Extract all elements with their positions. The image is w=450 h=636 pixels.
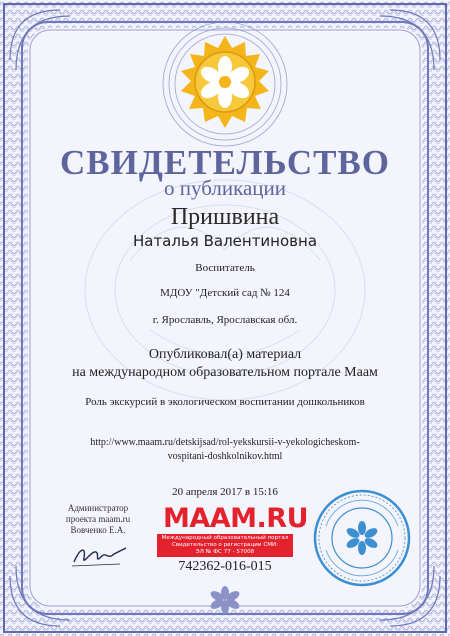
recipient-organization: МДОУ "Детский сад № 124	[160, 287, 290, 299]
recipient-surname: Пришвина	[170, 204, 280, 230]
certificate-title: СВИДЕТЕЛЬСТВО	[59, 143, 391, 182]
logo-registration-band	[157, 534, 293, 557]
publication-date: 20 апреля 2017 в 15:16	[172, 486, 278, 498]
recipient-position: Воспитатель	[195, 262, 255, 274]
logo-line-1: Международный образовательный портал	[161, 535, 289, 541]
recipient-given-names: Наталья Валентиновна	[132, 232, 318, 250]
material-url-line-1: http://www.maam.ru/detskijsad/rol-yekskursii-v-yekologicheskom-	[90, 437, 360, 448]
logo-name: MAAM.RU	[163, 503, 308, 534]
maam-logo	[157, 503, 308, 557]
material-title: Роль экскурсий в экологическом воспитании дошкольников	[85, 396, 365, 408]
published-line-2: на международном образовательном портале Маам	[72, 365, 378, 380]
gold-medal-icon	[175, 36, 275, 136]
bottom-flower-icon	[205, 585, 245, 615]
logo-line-3: ЭЛ № ФС 77 - 57008	[195, 549, 255, 555]
certificate-subtitle: о публикации	[163, 176, 286, 200]
logo-line-2: Свидетельство о регистрации СМИ:	[171, 542, 279, 548]
published-line-1: Опубликовал(а) материал	[148, 347, 302, 362]
admin-title: Администратор	[67, 503, 129, 513]
certificate-number: 742362-016-015	[178, 559, 272, 574]
material-url-line-2: vospitani-doshkolnikov.html	[167, 451, 283, 462]
admin-project: проекта maam.ru	[65, 514, 131, 524]
recipient-city: г. Ярославль, Ярославская обл.	[152, 314, 298, 326]
admin-name: Вовченко Е.А.	[70, 525, 126, 535]
